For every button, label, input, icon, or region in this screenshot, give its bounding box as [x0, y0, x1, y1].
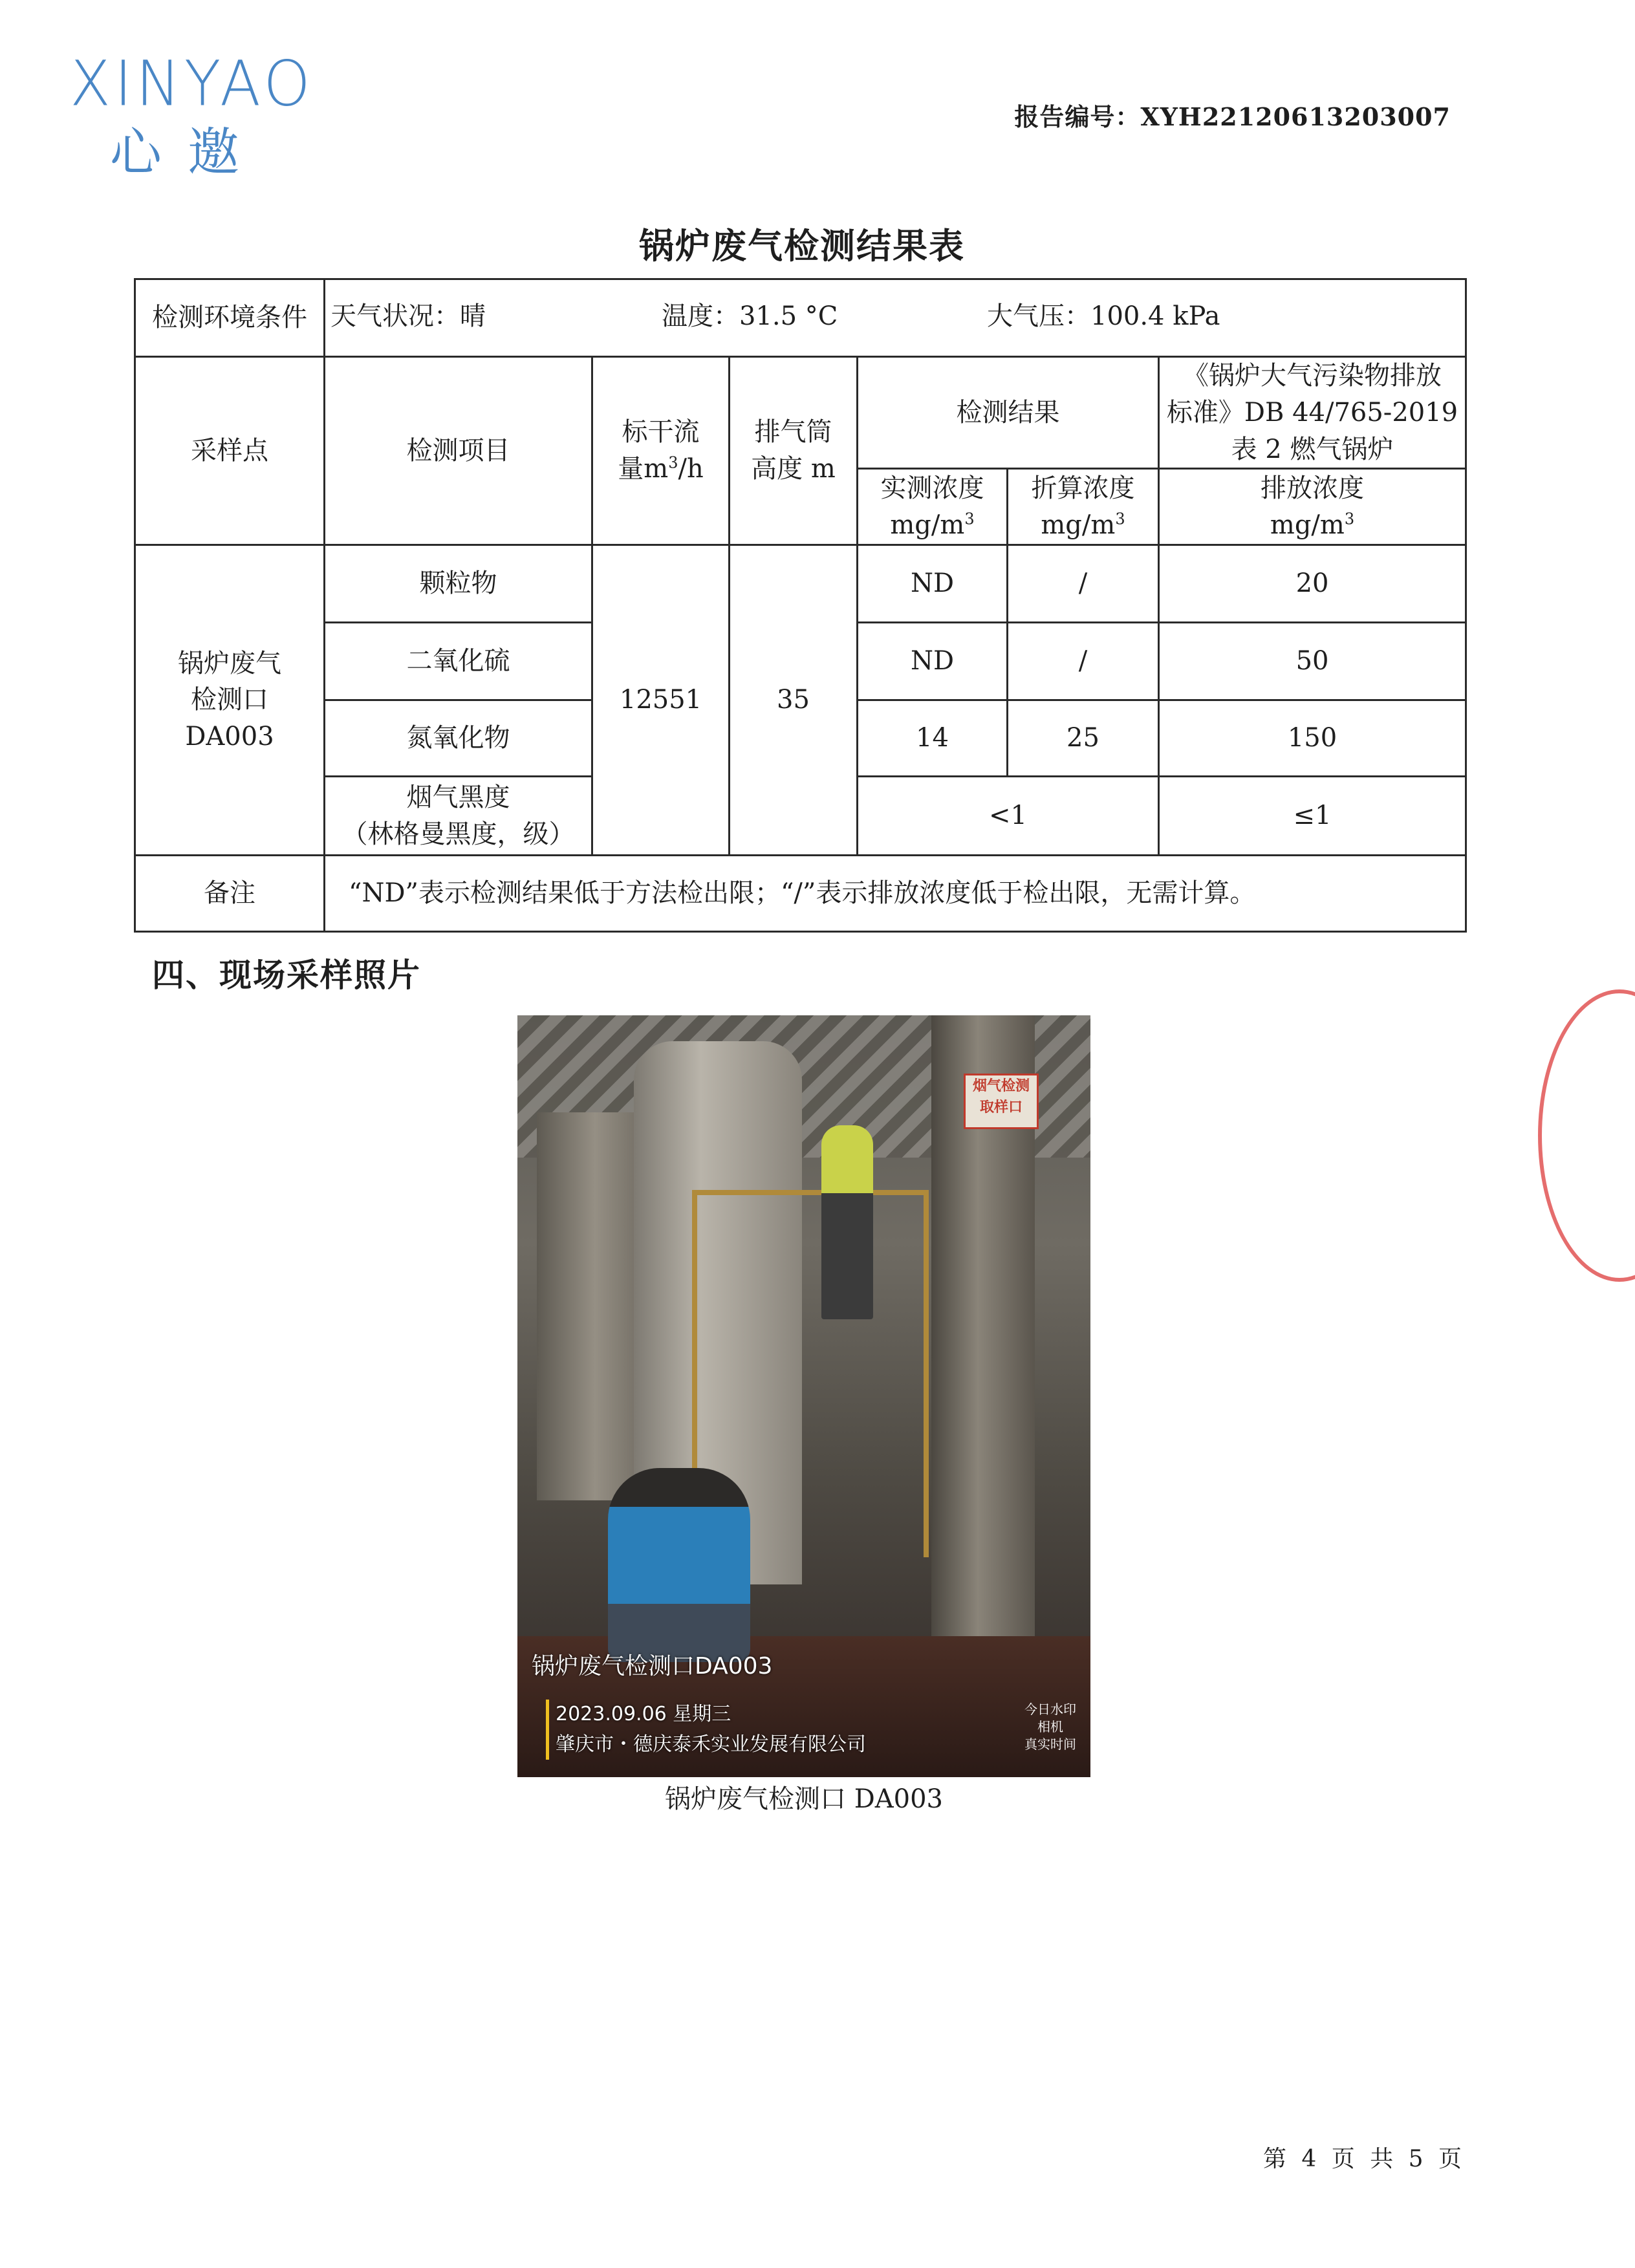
photo-overlay-location: 肇庆市・德庆泰禾实业发展有限公司	[556, 1733, 866, 1756]
smoke-item-line1: 烟气黑度	[406, 783, 510, 813]
item-name	[325, 777, 592, 856]
photo-caption: 锅炉废气检测口 DA003	[664, 1784, 944, 1814]
item-name: 颗粒物	[325, 545, 592, 623]
limit-value: 50	[1159, 623, 1466, 700]
unit-sup: 3	[1344, 510, 1355, 528]
unit-sup: 3	[1115, 510, 1125, 528]
converted-value: 25	[1008, 700, 1159, 777]
env-conditions	[325, 279, 1466, 357]
smoke-item-line2: （林格曼黑度，级）	[341, 819, 575, 849]
limit-value: 20	[1159, 545, 1466, 623]
company-logo	[70, 47, 314, 182]
header-flow-line1: 标干流	[622, 417, 700, 448]
measured-value: 14	[858, 700, 1008, 777]
header-emission-unit: mg/m	[1270, 510, 1345, 540]
photo-overlay-info	[546, 1700, 866, 1760]
site-line3: DA003	[185, 722, 274, 752]
converted-value: /	[1008, 623, 1159, 700]
seal-stamp	[1538, 989, 1635, 1282]
header-converted-unit: mg/m	[1041, 510, 1116, 540]
header-measured-label: 实测浓度	[880, 473, 984, 504]
photo-worker-crouching	[608, 1468, 750, 1662]
photo-worker-top	[821, 1125, 873, 1319]
watermark-line1: 今日水印	[1024, 1701, 1076, 1717]
result-table	[134, 278, 1467, 933]
converted-value: /	[1008, 545, 1159, 623]
temperature: 温度：31.5 °C	[662, 301, 838, 331]
page-number: 第 4 页 共 5 页	[1262, 2146, 1466, 2172]
header-flow-sup: 3	[668, 453, 678, 472]
photo-overlay-title: 锅炉废气检测口DA003	[532, 1653, 773, 1679]
header-flow	[592, 357, 730, 545]
header-standard	[1159, 357, 1466, 469]
table-row	[135, 279, 1466, 357]
limit-value: ≤1	[1159, 777, 1466, 856]
table-row	[135, 545, 1466, 623]
photo-watermark	[1024, 1701, 1076, 1753]
weather: 天气状况：晴	[330, 301, 486, 331]
measured-value: ND	[858, 545, 1008, 623]
watermark-line2: 相机	[1037, 1719, 1063, 1734]
header-item: 检测项目	[325, 357, 592, 545]
photo-overlay-date: 2023.09.06 星期三	[556, 1703, 731, 1725]
photo-sign	[964, 1074, 1039, 1129]
header-emission-label: 排放浓度	[1261, 473, 1365, 504]
header-flow-line2: 量m	[618, 454, 669, 484]
sign-line2: 取样口	[979, 1099, 1023, 1116]
header-converted-label: 折算浓度	[1031, 473, 1135, 504]
cond-label: 检测环境条件	[135, 279, 325, 357]
logo-chinese: 心邀	[110, 122, 265, 182]
table-row	[135, 357, 1466, 469]
remark-text: “ND”表示检测结果低于方法检出限；“/”表示排放浓度低于检出限，无需计算。	[325, 856, 1466, 932]
section-heading: 四、现场采样照片	[152, 956, 421, 994]
header-measured	[858, 469, 1008, 545]
header-converted	[1008, 469, 1159, 545]
header-emission	[1159, 469, 1466, 545]
remark-label: 备注	[135, 856, 325, 932]
height-value: 35	[730, 545, 858, 856]
header-standard-line3: 表 2 燃气锅炉	[1231, 434, 1394, 464]
pressure: 大气压：100.4 kPa	[987, 301, 1220, 331]
header-flow-unit: /h	[678, 454, 704, 484]
sign-line1: 烟气检测	[972, 1078, 1030, 1094]
item-name: 氮氧化物	[325, 700, 592, 777]
header-standard-line2: 标准》DB 44/765-2019	[1166, 397, 1458, 427]
unit-sup: 3	[964, 510, 975, 528]
header-standard-line1: 《锅炉大气污染物排放	[1183, 361, 1442, 391]
site-photo	[517, 1015, 1090, 1777]
item-name: 二氧化硫	[325, 623, 592, 700]
limit-value: 150	[1159, 700, 1466, 777]
header-result: 检测结果	[858, 357, 1159, 469]
table-title: 锅炉废气检测结果表	[639, 225, 965, 266]
measured-value: ND	[858, 623, 1008, 700]
report-number: 报告编号：XYH22120613203007	[1014, 102, 1451, 131]
table-row	[135, 856, 1466, 932]
site-line2: 检测口	[191, 685, 268, 715]
header-site: 采样点	[135, 357, 325, 545]
header-height	[730, 357, 858, 545]
flow-value: 12551	[592, 545, 730, 856]
measured-value: <1	[858, 777, 1159, 856]
header-height-line2: 高度 m	[751, 454, 836, 484]
header-measured-unit: mg/m	[890, 510, 965, 540]
header-height-line1: 排气筒	[754, 417, 832, 448]
sampling-site	[135, 545, 325, 856]
watermark-line3: 真实时间	[1024, 1736, 1076, 1752]
site-line1: 锅炉废气	[178, 648, 281, 678]
logo-english: XINYAO	[70, 47, 314, 120]
